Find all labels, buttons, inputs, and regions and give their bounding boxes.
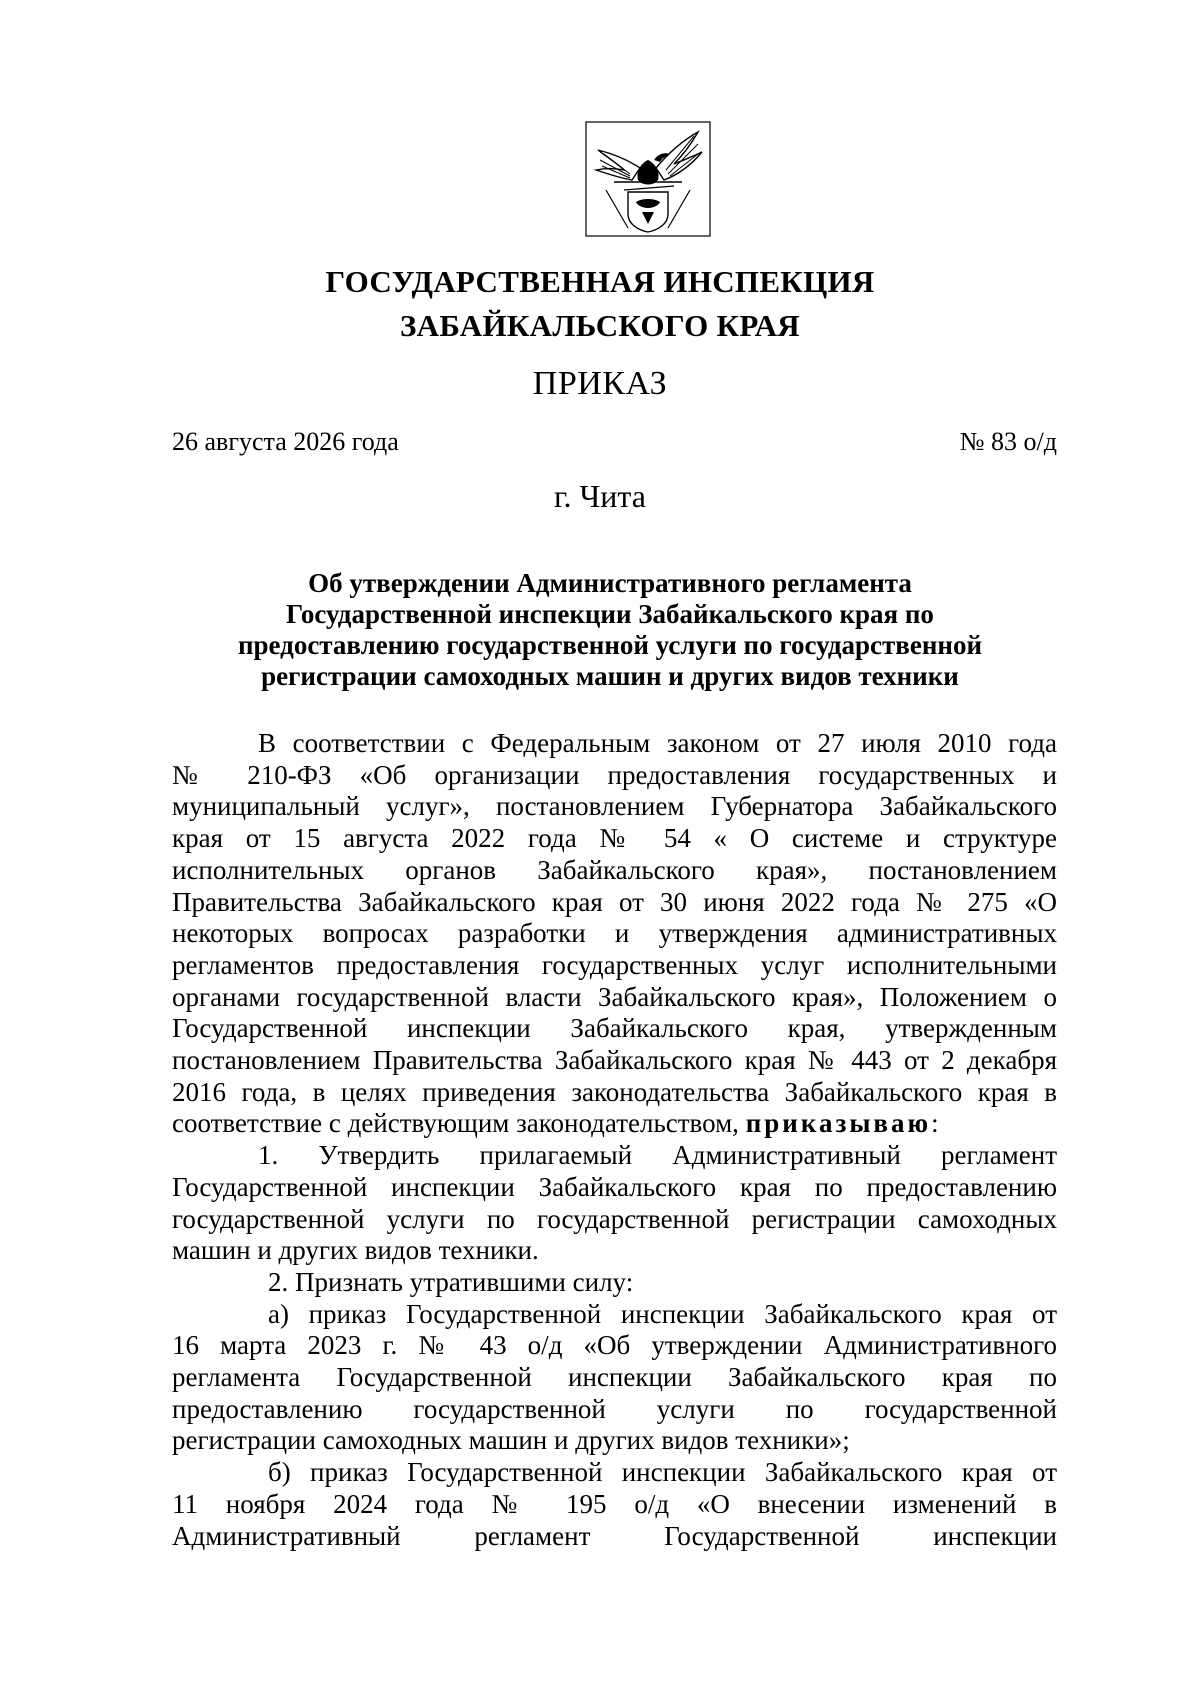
preamble-line: Правительства Забайкальского края от 30 июня 2022 года № 275 «О — [172, 886, 1057, 917]
organization-title-line1: ГОСУДАРСТВЕННАЯ ИНСПЕКЦИЯ — [325, 264, 875, 299]
organization-title-line2: ЗАБАЙКАЛЬСКОГО КРАЯ — [400, 308, 800, 343]
preamble-line: муниципальный услуг», постановлением Губернатора Забайкальского — [172, 791, 1057, 822]
preamble-line: некоторых вопросах разработки и утверждения административных — [172, 918, 1057, 949]
item1-line: государственной услуги по государственной регистрации самоходных — [172, 1203, 1057, 1234]
decree-colon: : — [931, 1108, 939, 1139]
item2b-line: б) приказ Государственной инспекции Забайкальского края от — [268, 1457, 1057, 1488]
item2a-line: регламента Государственной инспекции Забайкальского края по — [172, 1362, 1057, 1393]
preamble-line: Государственной инспекции Забайкальского края, утвержденным — [172, 1013, 1057, 1044]
item2a-line: 16 марта 2023 г. № 43 о/д «Об утверждении Административного — [172, 1330, 1057, 1361]
preamble-line: 2016 года, в целях приведения законодательства Забайкальского края в — [172, 1076, 1057, 1107]
document-subject — [150, 568, 1070, 692]
subject-line: регистрации самоходных машин и других видов техники — [261, 661, 959, 691]
preamble-line: исполнительных органов Забайкальского края», постановлением — [172, 854, 1057, 885]
subject-line: Государственной инспекции Забайкальского края по — [286, 599, 934, 629]
document-number: № 83 о/д — [959, 427, 1057, 456]
preamble-last-line — [172, 1108, 1057, 1140]
document-city: г. Чита — [553, 478, 646, 514]
preamble-line: В соответствии с Федеральным законом от 27 июля 2010 года — [258, 728, 1057, 758]
preamble-line: регламентов предоставления государственных услуг исполнительными — [172, 949, 1057, 980]
item2b-line: 11 ноября 2024 года № 195 о/д «О внесении изменений в — [172, 1488, 1057, 1519]
item2b-line: Административный регламент Государственной инспекции — [172, 1520, 1057, 1551]
item1-line: машин и других видов техники. — [172, 1235, 539, 1266]
item2-header: 2. Признать утратившими силу: — [268, 1266, 634, 1297]
preamble-line: № 210-ФЗ «Об организации предоставления государственных и — [172, 759, 1057, 790]
item1-line: 1. Утвердить прилагаемый Административный регламент — [258, 1140, 1057, 1171]
preamble-line: постановлением Правительства Забайкальского края № 443 от 2 декабря — [172, 1045, 1057, 1076]
subject-line: предоставлению государственной услуги по государственной — [237, 630, 983, 660]
document-body — [172, 728, 1057, 1552]
zabaikalsky-krai-coat-of-arms-icon — [584, 120, 712, 238]
decree-word: приказываю — [745, 1108, 932, 1139]
preamble-line: органами государственной власти Забайкальского края», Положением о — [172, 981, 1057, 1012]
preamble-last-prefix: соответствие с действующим законодательством, — [172, 1108, 739, 1139]
item1-line: Государственной инспекции Забайкальского края по предоставлению — [172, 1171, 1057, 1202]
subject-line: Об утверждении Административного регламента — [308, 568, 912, 598]
document-date: 26 августа 2026 года — [172, 427, 399, 456]
document-type-title: ПРИКАЗ — [532, 365, 668, 402]
item2a-line: предоставлению государственной услуги по государственной — [172, 1393, 1057, 1424]
item2a-line: а) приказ Государственной инспекции Забайкальского края от — [268, 1298, 1057, 1329]
item2a-line: регистрации самоходных машин и других видов техники»; — [172, 1425, 850, 1456]
preamble-line: края от 15 августа 2022 года № 54 « О системе и структуре — [172, 823, 1057, 854]
